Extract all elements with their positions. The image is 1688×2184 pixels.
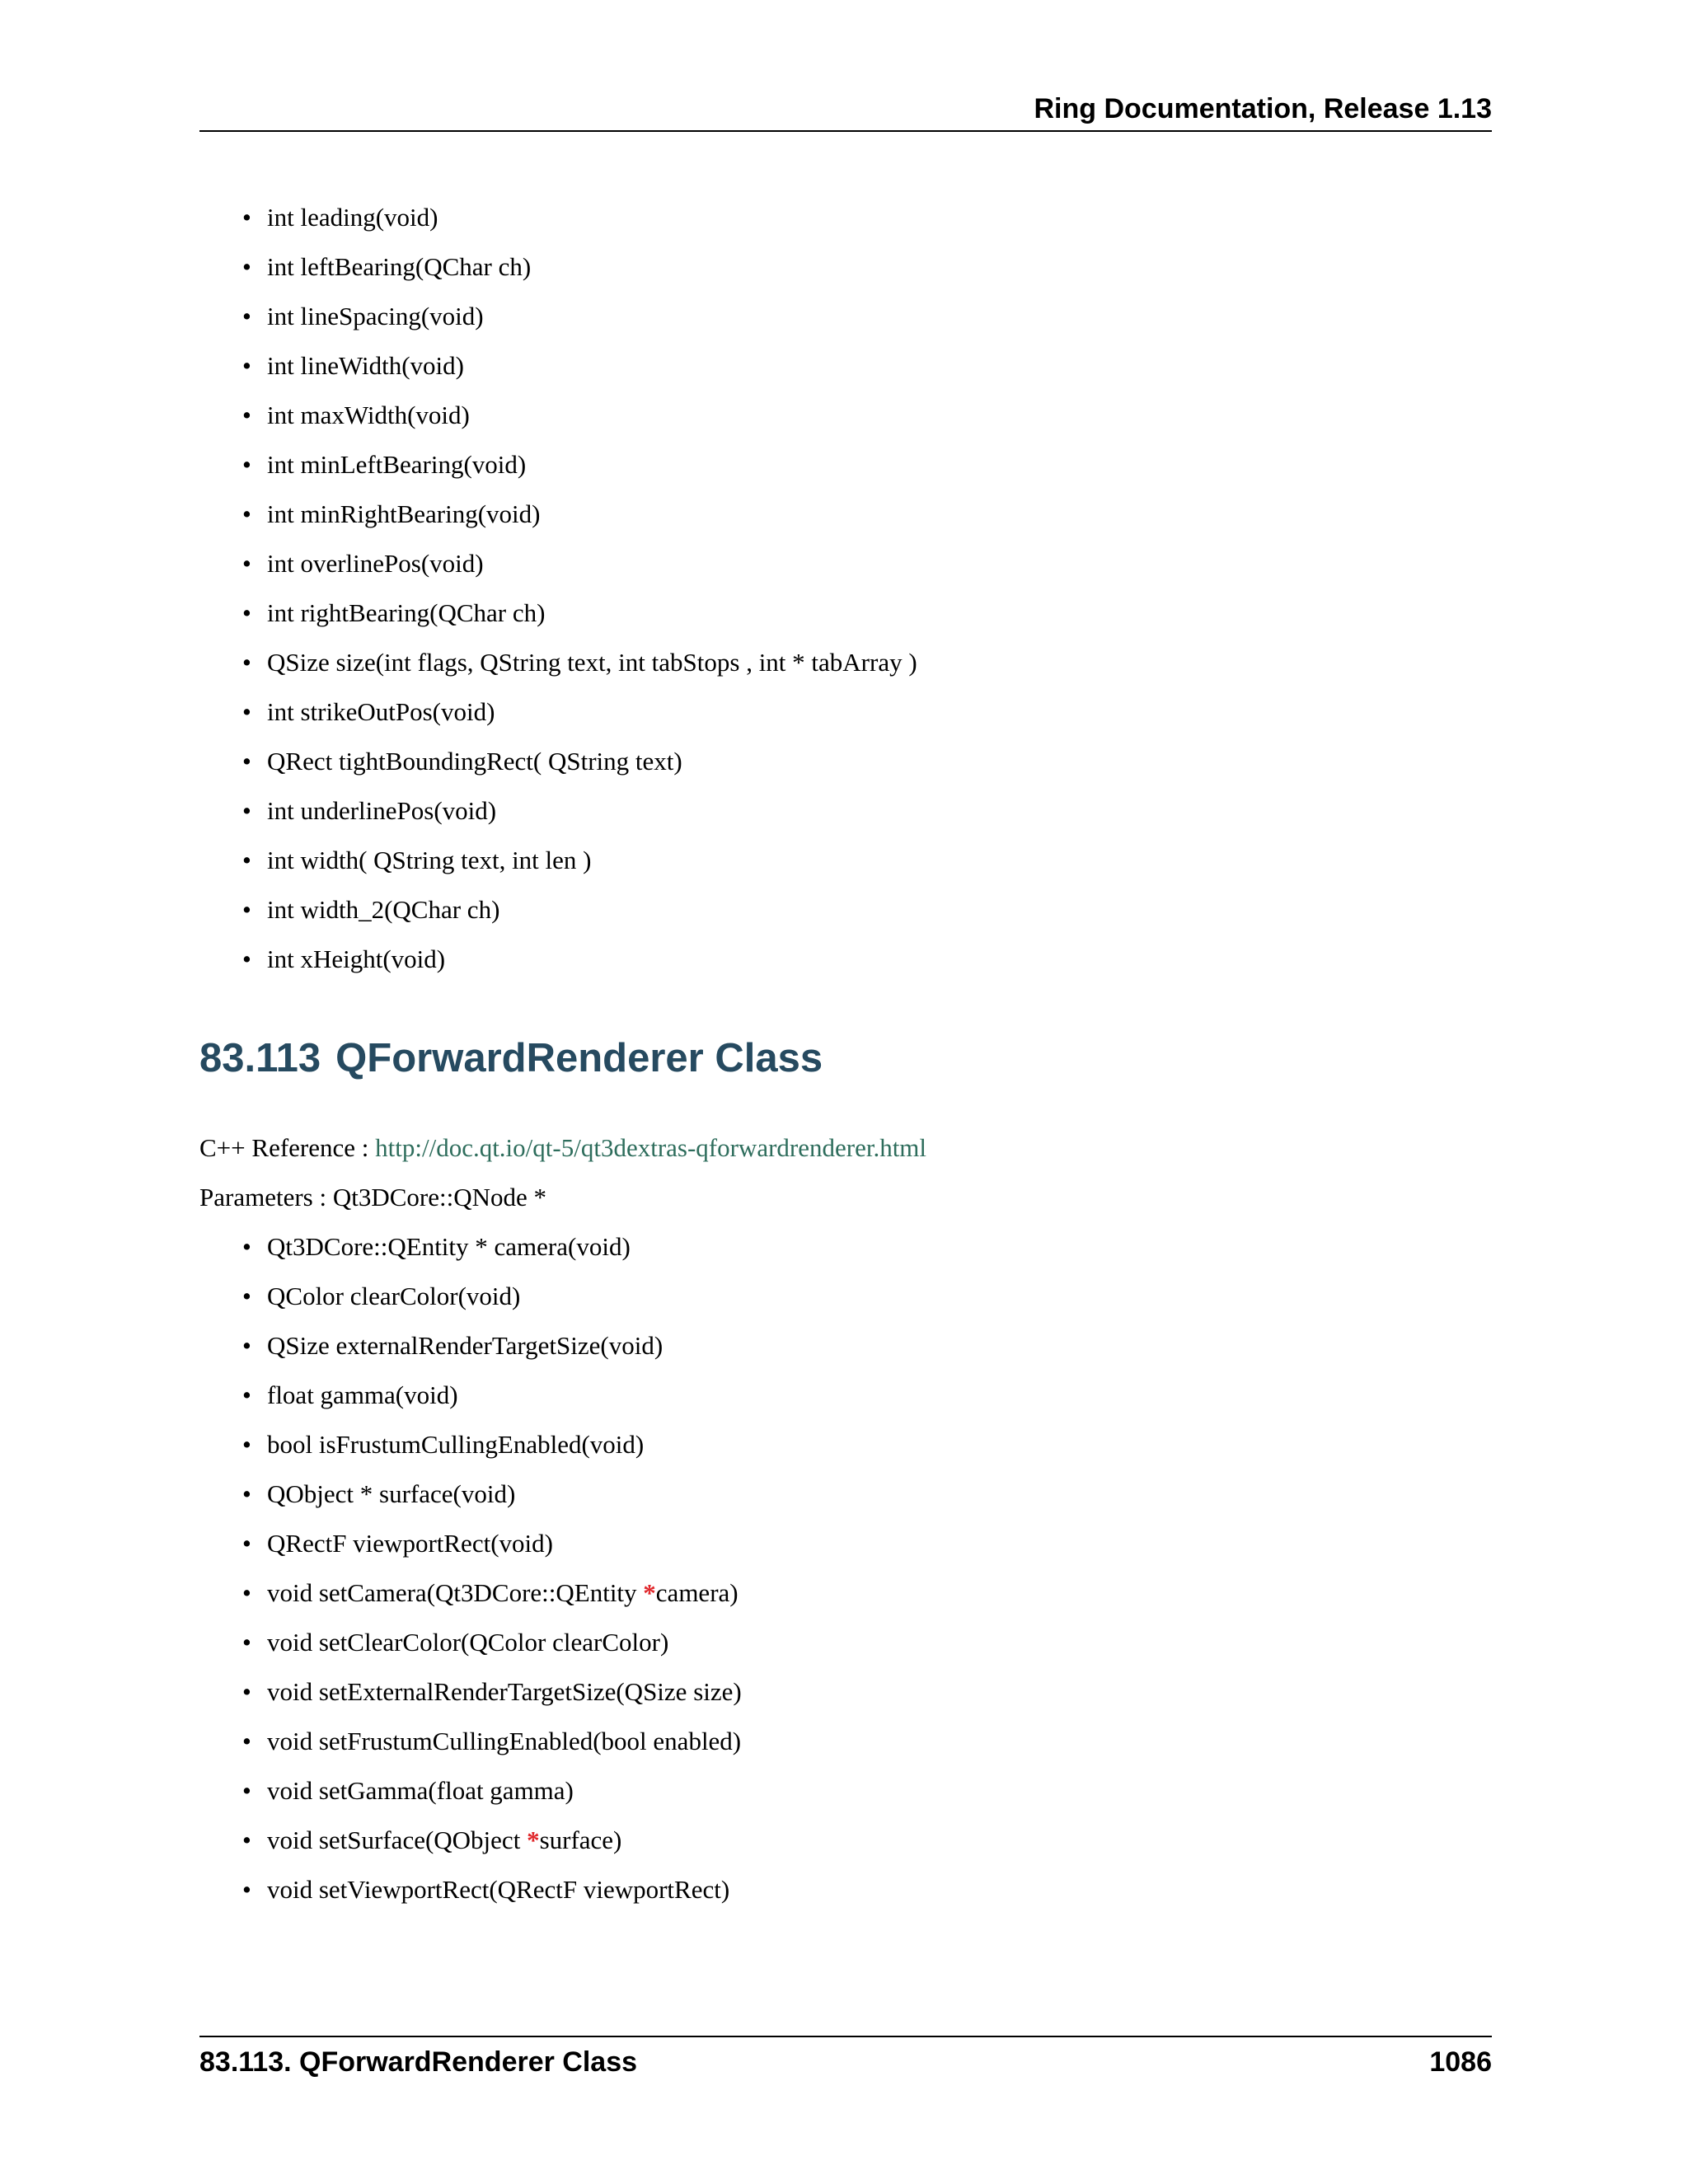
bullet-icon: •	[242, 1628, 251, 1657]
bullet-icon: •	[242, 747, 251, 776]
bullet-icon: •	[242, 796, 251, 825]
list-item	[237, 1717, 742, 1766]
bullet-icon: •	[242, 450, 251, 479]
method-signature	[267, 1578, 738, 1607]
section-number: 83.113	[199, 1036, 321, 1080]
section-heading	[199, 1033, 823, 1083]
section-title: QForwardRenderer Class	[335, 1036, 823, 1080]
bullet-icon: •	[242, 944, 251, 973]
list-item	[237, 1766, 742, 1816]
bullet-icon: •	[242, 1875, 251, 1904]
list-item	[237, 1272, 742, 1321]
bullet-icon: •	[242, 1331, 251, 1360]
method-signature: int leading(void)	[267, 203, 438, 232]
list-item	[237, 1568, 742, 1618]
method-signature: int width_2(QChar ch)	[267, 895, 500, 924]
cpp-reference-link[interactable]: http://doc.qt.io/qt-5/qt3dextras-qforwardrenderer.html	[375, 1133, 927, 1162]
bullet-icon: •	[242, 549, 251, 578]
bullet-icon: •	[242, 499, 251, 528]
method-signature: int overlinePos(void)	[267, 549, 484, 578]
bullet-icon: •	[242, 1677, 251, 1706]
method-signature: int width( QString text, int len )	[267, 846, 592, 874]
bullet-icon: •	[242, 697, 251, 726]
bullet-icon: •	[242, 1825, 251, 1854]
bullet-icon: •	[242, 1529, 251, 1558]
method-signature: bool isFrustumCullingEnabled(void)	[267, 1430, 645, 1459]
bullet-icon: •	[242, 252, 251, 281]
signature-part: void setCamera(Qt3DCore::QEntity	[267, 1578, 644, 1607]
list-item	[237, 1469, 742, 1519]
list-item	[237, 588, 917, 638]
list-item	[237, 1618, 742, 1667]
list-item	[237, 935, 917, 984]
list-item	[237, 341, 917, 391]
bullet-icon: •	[242, 598, 251, 627]
footer-section-label: 83.113. QForwardRenderer Class	[199, 2046, 638, 2078]
cpp-reference	[199, 1123, 926, 1173]
bullet-icon: •	[242, 1282, 251, 1310]
method-signature: void setExternalRenderTargetSize(QSize size)	[267, 1677, 742, 1706]
bullet-icon: •	[242, 302, 251, 330]
method-signature: QSize externalRenderTargetSize(void)	[267, 1331, 663, 1360]
page-number: 1086	[1429, 2046, 1492, 2078]
list-item	[237, 1865, 742, 1915]
method-signature: int maxWidth(void)	[267, 401, 470, 429]
list-item	[237, 1321, 742, 1371]
bullet-icon: •	[242, 203, 251, 232]
method-signature: void setViewportRect(QRectF viewportRect)	[267, 1875, 730, 1904]
method-list-qfontmetrics	[237, 193, 917, 984]
pointer-asterisk: *	[527, 1825, 540, 1854]
method-signature: int strikeOutPos(void)	[267, 697, 495, 726]
list-item	[237, 885, 917, 935]
list-item	[237, 1420, 742, 1469]
page-footer	[199, 2036, 1492, 2087]
bullet-icon: •	[242, 1776, 251, 1805]
bullet-icon: •	[242, 1479, 251, 1508]
bullet-icon: •	[242, 846, 251, 874]
method-signature: QSize size(int flags, QString text, int tabStops , int * tabArray )	[267, 648, 917, 677]
method-list-qforwardrenderer	[237, 1222, 742, 1915]
method-signature: int lineSpacing(void)	[267, 302, 484, 330]
method-signature: QColor clearColor(void)	[267, 1282, 521, 1310]
method-signature: float gamma(void)	[267, 1380, 458, 1409]
list-item	[237, 836, 917, 885]
method-signature: int lineWidth(void)	[267, 351, 464, 380]
bullet-icon: •	[242, 648, 251, 677]
method-signature: int minLeftBearing(void)	[267, 450, 527, 479]
list-item	[237, 687, 917, 737]
cpp-reference-label: C++ Reference :	[199, 1133, 376, 1162]
method-signature: QRect tightBoundingRect( QString text)	[267, 747, 682, 776]
list-item	[237, 737, 917, 786]
list-item	[237, 292, 917, 341]
list-item	[237, 242, 917, 292]
method-signature: int leftBearing(QChar ch)	[267, 252, 532, 281]
list-item	[237, 1519, 742, 1568]
method-signature	[267, 1825, 621, 1854]
list-item	[237, 539, 917, 588]
list-item	[237, 786, 917, 836]
method-signature: Qt3DCore::QEntity * camera(void)	[267, 1232, 631, 1261]
method-signature: int rightBearing(QChar ch)	[267, 598, 546, 627]
signature-part: void setSurface(QObject	[267, 1825, 528, 1854]
list-item	[237, 1816, 742, 1865]
method-signature: void setFrustumCullingEnabled(bool enabled)	[267, 1727, 742, 1755]
bullet-icon: •	[242, 1380, 251, 1409]
list-item	[237, 1371, 742, 1420]
signature-part: surface)	[539, 1825, 622, 1854]
method-signature: int xHeight(void)	[267, 944, 446, 973]
method-signature: void setGamma(float gamma)	[267, 1776, 574, 1805]
bullet-icon: •	[242, 895, 251, 924]
list-item	[237, 638, 917, 687]
list-item	[237, 1667, 742, 1717]
pointer-asterisk: *	[643, 1578, 656, 1607]
method-signature: int minRightBearing(void)	[267, 499, 541, 528]
parameters-line: Parameters : Qt3DCore::QNode *	[199, 1183, 546, 1212]
method-signature: QObject * surface(void)	[267, 1479, 516, 1508]
bullet-icon: •	[242, 1578, 251, 1607]
document-title: Ring Documentation, Release 1.13	[1034, 93, 1492, 124]
list-item	[237, 1222, 742, 1272]
list-item	[237, 440, 917, 490]
list-item	[237, 490, 917, 539]
bullet-icon: •	[242, 1727, 251, 1755]
method-signature: void setClearColor(QColor clearColor)	[267, 1628, 669, 1657]
bullet-icon: •	[242, 351, 251, 380]
method-signature: QRectF viewportRect(void)	[267, 1529, 553, 1558]
method-signature: int underlinePos(void)	[267, 796, 497, 825]
list-item	[237, 193, 917, 242]
bullet-icon: •	[242, 1232, 251, 1261]
page-header	[199, 89, 1492, 132]
bullet-icon: •	[242, 1430, 251, 1459]
bullet-icon: •	[242, 401, 251, 429]
list-item	[237, 391, 917, 440]
signature-part: camera)	[655, 1578, 738, 1607]
